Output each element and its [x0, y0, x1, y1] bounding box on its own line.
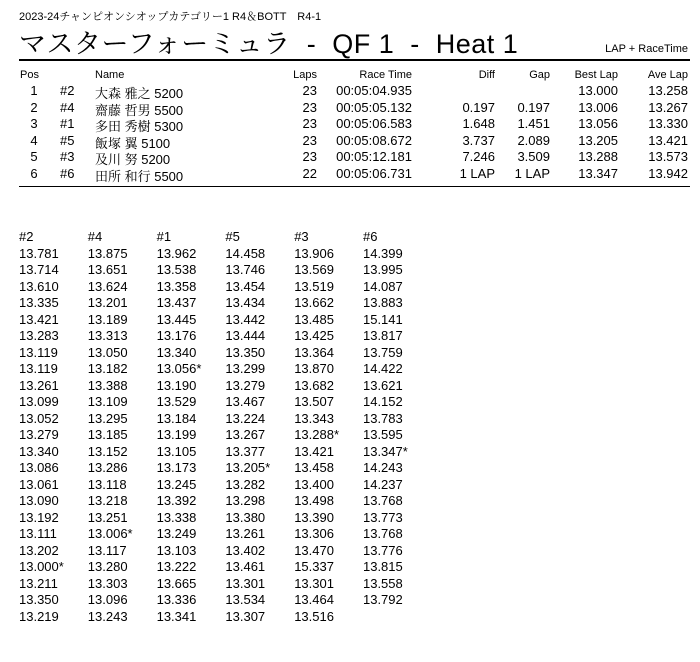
lap-time: 13.595	[362, 427, 403, 442]
lap-time: 14.458	[225, 245, 266, 261]
lap-time: 13.768	[362, 526, 403, 541]
result-race-time: 00:05:12.181	[336, 149, 412, 164]
header-rule	[19, 59, 690, 61]
result-driver-name: 多田 秀樹 5300	[95, 119, 184, 134]
lap-time: 13.000*	[19, 559, 64, 574]
result-driver-name: 飯塚 翼 5100	[95, 135, 171, 151]
lap-time: 13.105	[156, 443, 197, 459]
lap-time: 13.299	[225, 361, 266, 376]
lap-time: 13.390	[294, 509, 334, 525]
result-driver-name: 及川 努 5200	[95, 152, 171, 167]
result-pos: 6	[30, 165, 38, 181]
lap-time: 13.224	[225, 410, 266, 426]
lap-time: 13.458	[294, 460, 334, 475]
lap-time: 13.109	[87, 394, 128, 409]
lap-time: 13.189	[87, 311, 128, 327]
result-pos: 2	[30, 99, 38, 115]
lap-time: 13.759	[362, 344, 403, 360]
lap-time: 13.283	[19, 328, 59, 343]
lap-time: 13.052	[19, 410, 59, 426]
lap-time: 13.392	[156, 493, 197, 508]
lap-time: 13.962	[156, 245, 197, 261]
result-best-lap: 13.288	[578, 149, 618, 164]
lap-time: 13.467	[225, 394, 266, 409]
result-best-lap: 13.347	[578, 165, 618, 181]
lap-time: 13.498	[294, 493, 334, 508]
lap-time: 13.192	[19, 509, 59, 525]
lap-time: 13.201	[87, 295, 128, 310]
lap-time: 13.434	[225, 295, 266, 310]
lap-time: 13.461	[225, 559, 266, 574]
lap-time: 13.776	[362, 542, 403, 558]
lap-time: 13.249	[156, 526, 197, 541]
lap-time: 13.245	[156, 476, 197, 492]
col-header-gap: Gap	[529, 69, 550, 81]
results-body	[0, 83, 700, 182]
lap-column-car-number: #4	[87, 229, 103, 244]
result-best-lap: 13.056	[578, 116, 618, 131]
lap-time: 15.141	[362, 311, 403, 327]
lap-time: 13.303	[87, 575, 128, 591]
lap-time: 15.337	[294, 559, 334, 574]
lap-time: 13.610	[19, 278, 59, 294]
lap-time: 13.340	[156, 344, 197, 360]
lap-time: 13.444	[225, 328, 266, 343]
lap-time: 13.173	[156, 460, 197, 475]
result-ave-lap: 13.942	[648, 165, 688, 181]
lap-time: 13.665	[156, 575, 197, 591]
result-pos: 5	[30, 149, 38, 164]
page-title: マスターフォーミュラ - QF 1 - Heat 1	[19, 29, 519, 59]
result-car-number: #5	[60, 132, 75, 148]
lap-time: 13.119	[19, 344, 58, 360]
lap-column-car-number: #2	[19, 229, 34, 244]
result-car-number: #4	[60, 99, 75, 115]
result-best-lap: 13.205	[578, 132, 618, 148]
lap-time: 13.485	[294, 311, 334, 327]
lap-time: 13.185	[87, 427, 128, 442]
result-row	[0, 116, 700, 133]
result-pos: 3	[30, 116, 38, 131]
lap-time: 13.301	[294, 575, 334, 591]
col-header-best-lap: Best Lap	[574, 69, 618, 81]
results-rule	[19, 186, 690, 187]
lap-time: 13.340	[19, 443, 59, 459]
result-car-number: #1	[60, 116, 75, 131]
lap-time: 13.781	[19, 245, 59, 261]
result-row	[0, 149, 700, 166]
lap-time: 13.569	[294, 262, 334, 277]
lap-time: 13.624	[87, 278, 128, 294]
result-gap: 3.509	[517, 149, 550, 164]
lap-time: 13.251	[87, 509, 128, 525]
lap-time: 13.205*	[225, 460, 271, 475]
lap-time: 13.714	[19, 262, 59, 277]
lap-time: 13.335	[19, 295, 59, 310]
result-car-number: #6	[60, 165, 75, 181]
lap-column-car-number: #3	[294, 229, 309, 244]
lap-time: 13.402	[225, 542, 266, 558]
results-table	[0, 69, 700, 182]
lap-time: 13.651	[87, 262, 128, 277]
lap-time: 13.286	[87, 460, 128, 475]
result-race-time: 00:05:06.731	[336, 165, 412, 181]
result-diff: 1.648	[462, 116, 495, 131]
lap-time: 13.768	[362, 493, 403, 508]
lap-time: 13.445	[156, 311, 197, 327]
lap-time: 13.119	[19, 361, 58, 376]
lap-time: 14.422	[362, 361, 403, 376]
result-ave-lap: 13.258	[648, 83, 688, 98]
result-race-time: 00:05:08.672	[336, 132, 412, 148]
result-laps: 23	[302, 116, 317, 131]
lap-time: 13.306	[294, 526, 334, 541]
result-gap: 0.197	[517, 99, 550, 115]
col-header-name: Name	[95, 69, 125, 81]
result-row	[0, 83, 700, 100]
result-race-time: 00:05:04.935	[336, 83, 412, 98]
lap-time: 13.261	[225, 526, 266, 541]
lap-time: 13.111	[19, 526, 57, 541]
lap-time: 13.202	[19, 542, 59, 558]
lap-time: 13.662	[294, 295, 334, 310]
lap-time: 14.087	[362, 278, 403, 294]
lap-time: 13.815	[362, 559, 403, 574]
result-pos: 4	[30, 132, 38, 148]
lap-time: 13.388	[87, 377, 128, 393]
lap-time: 13.295	[87, 410, 128, 426]
result-laps: 23	[302, 99, 317, 115]
result-diff: 1 LAP	[459, 165, 495, 181]
result-laps: 23	[302, 149, 317, 164]
lap-column	[157, 229, 226, 625]
result-gap: 1.451	[517, 116, 550, 131]
lap-time: 13.875	[87, 245, 128, 261]
result-car-number: #2	[60, 83, 75, 98]
result-driver-name: 大森 雅之 5200	[95, 86, 184, 101]
results-header-row	[0, 69, 700, 83]
lap-time: 14.152	[362, 394, 403, 409]
lap-time: 13.176	[156, 328, 197, 343]
lap-time: 13.425	[294, 328, 334, 343]
lap-time: 13.377	[225, 443, 266, 459]
lap-time: 13.182	[87, 361, 128, 376]
lap-time: 13.519	[294, 278, 334, 294]
lap-time: 13.773	[362, 509, 403, 525]
result-ave-lap: 13.267	[648, 99, 688, 115]
lap-time: 13.400	[294, 476, 334, 492]
lap-time: 13.267	[225, 427, 266, 442]
lap-time: 13.243	[87, 608, 128, 624]
lap-time: 13.347*	[362, 443, 408, 459]
lap-time: 13.792	[362, 592, 403, 607]
lap-time: 13.061	[19, 476, 59, 492]
lap-time: 14.399	[362, 245, 403, 261]
lap-time: 13.117	[87, 542, 127, 558]
lap-column	[88, 229, 157, 625]
result-pos: 1	[30, 83, 38, 98]
lap-column-car-number: #6	[362, 229, 378, 244]
result-best-lap: 13.006	[578, 99, 618, 115]
lap-time: 13.184	[156, 410, 197, 426]
lap-time: 13.279	[225, 377, 266, 393]
col-header-race-time: Race Time	[359, 69, 412, 81]
result-row	[0, 100, 700, 117]
lap-time: 13.746	[225, 262, 266, 277]
result-diff: 7.246	[462, 149, 495, 164]
lap-time: 13.118	[87, 476, 127, 492]
col-header-laps: Laps	[293, 69, 317, 81]
lap-time: 13.307	[225, 608, 266, 624]
lap-time: 13.470	[294, 542, 334, 558]
lap-time: 13.099	[19, 394, 59, 409]
lap-time: 13.442	[225, 311, 266, 327]
lap-column-car-number: #1	[156, 229, 172, 244]
result-laps: 22	[302, 165, 317, 181]
lap-time: 13.534	[225, 592, 266, 607]
lap-column-car-number: #5	[225, 229, 240, 244]
lap-time: 13.358	[156, 278, 197, 294]
col-header-pos: Pos	[20, 69, 39, 81]
result-laps: 23	[302, 132, 317, 148]
result-ave-lap: 13.421	[648, 132, 688, 148]
lap-time: 13.783	[362, 410, 403, 426]
lap-time: 13.364	[294, 344, 334, 360]
lap-time: 13.288*	[294, 427, 340, 442]
lap-time: 13.350	[225, 344, 266, 360]
result-diff: 3.737	[462, 132, 495, 148]
lap-time: 13.883	[362, 295, 403, 310]
report-type-label: LAP + RaceTime	[605, 43, 688, 55]
lap-time: 13.261	[19, 377, 59, 393]
lap-time: 13.341	[156, 608, 197, 624]
result-car-number: #3	[60, 149, 75, 164]
result-driver-name: 田所 和行 5500	[95, 168, 184, 184]
result-driver-name: 齋藤 哲男 5500	[95, 102, 184, 118]
lap-time: 13.516	[294, 608, 334, 624]
lap-time: 13.507	[294, 394, 334, 409]
lap-time: 13.219	[19, 608, 59, 624]
lap-time: 13.211	[19, 575, 58, 591]
lap-time: 13.529	[156, 394, 197, 409]
result-ave-lap: 13.573	[648, 149, 688, 164]
lap-time: 13.380	[225, 509, 266, 525]
lap-time: 13.152	[87, 443, 128, 459]
lap-time: 13.538	[156, 262, 197, 277]
lap-time: 13.437	[156, 295, 197, 310]
result-race-time: 00:05:06.583	[336, 116, 412, 131]
lap-time: 13.995	[362, 262, 403, 277]
lap-time: 13.103	[156, 542, 197, 558]
lap-time: 13.817	[362, 328, 403, 343]
lap-column	[363, 229, 432, 625]
lap-column	[294, 229, 363, 625]
lap-time: 13.421	[19, 311, 59, 327]
lap-time: 13.343	[294, 410, 334, 426]
lap-time: 13.350	[19, 592, 59, 607]
result-row	[0, 166, 700, 183]
lap-column	[19, 229, 88, 625]
lap-column	[225, 229, 294, 625]
col-header-diff: Diff	[478, 69, 495, 81]
result-gap: 2.089	[517, 132, 550, 148]
result-best-lap: 13.000	[578, 83, 618, 98]
lap-time: 13.682	[294, 377, 334, 393]
lap-time: 13.190	[156, 377, 197, 393]
lap-time: 13.218	[87, 493, 128, 508]
lap-time: 13.006*	[87, 526, 133, 541]
lap-times-table	[19, 229, 432, 625]
lap-time: 13.279	[19, 427, 59, 442]
lap-time: 13.338	[156, 509, 197, 525]
lap-time: 13.906	[294, 245, 334, 261]
lap-time: 13.199	[156, 427, 197, 442]
result-laps: 23	[302, 83, 317, 98]
lap-time: 13.301	[225, 575, 266, 591]
result-row	[0, 133, 700, 150]
lap-time: 13.464	[294, 592, 334, 607]
lap-time: 13.558	[362, 575, 403, 591]
result-ave-lap: 13.330	[648, 116, 688, 131]
lap-time: 13.313	[87, 328, 128, 343]
lap-time: 13.086	[19, 460, 59, 475]
lap-time: 13.222	[156, 559, 197, 574]
lap-time: 13.621	[362, 377, 403, 393]
col-header-ave-lap: Ave Lap	[647, 69, 688, 81]
lap-time: 13.090	[19, 493, 59, 508]
event-subtitle: 2023-24チャンピオンシオップカテゴリー1 R4＆BOTT R4-1	[19, 11, 322, 23]
lap-time: 14.237	[362, 476, 403, 492]
lap-time: 13.050	[87, 344, 128, 360]
result-race-time: 00:05:05.132	[336, 99, 412, 115]
result-diff: 0.197	[462, 99, 495, 115]
lap-time: 13.454	[225, 278, 266, 294]
lap-time: 13.298	[225, 493, 266, 508]
lap-time: 14.243	[362, 460, 403, 475]
lap-time: 13.421	[294, 443, 334, 459]
lap-time: 13.056*	[156, 361, 202, 376]
lap-time: 13.280	[87, 559, 128, 574]
result-gap: 1 LAP	[514, 165, 550, 181]
lap-time: 13.282	[225, 476, 266, 492]
lap-time: 13.336	[156, 592, 197, 607]
lap-time: 13.870	[294, 361, 334, 376]
lap-time: 13.096	[87, 592, 128, 607]
